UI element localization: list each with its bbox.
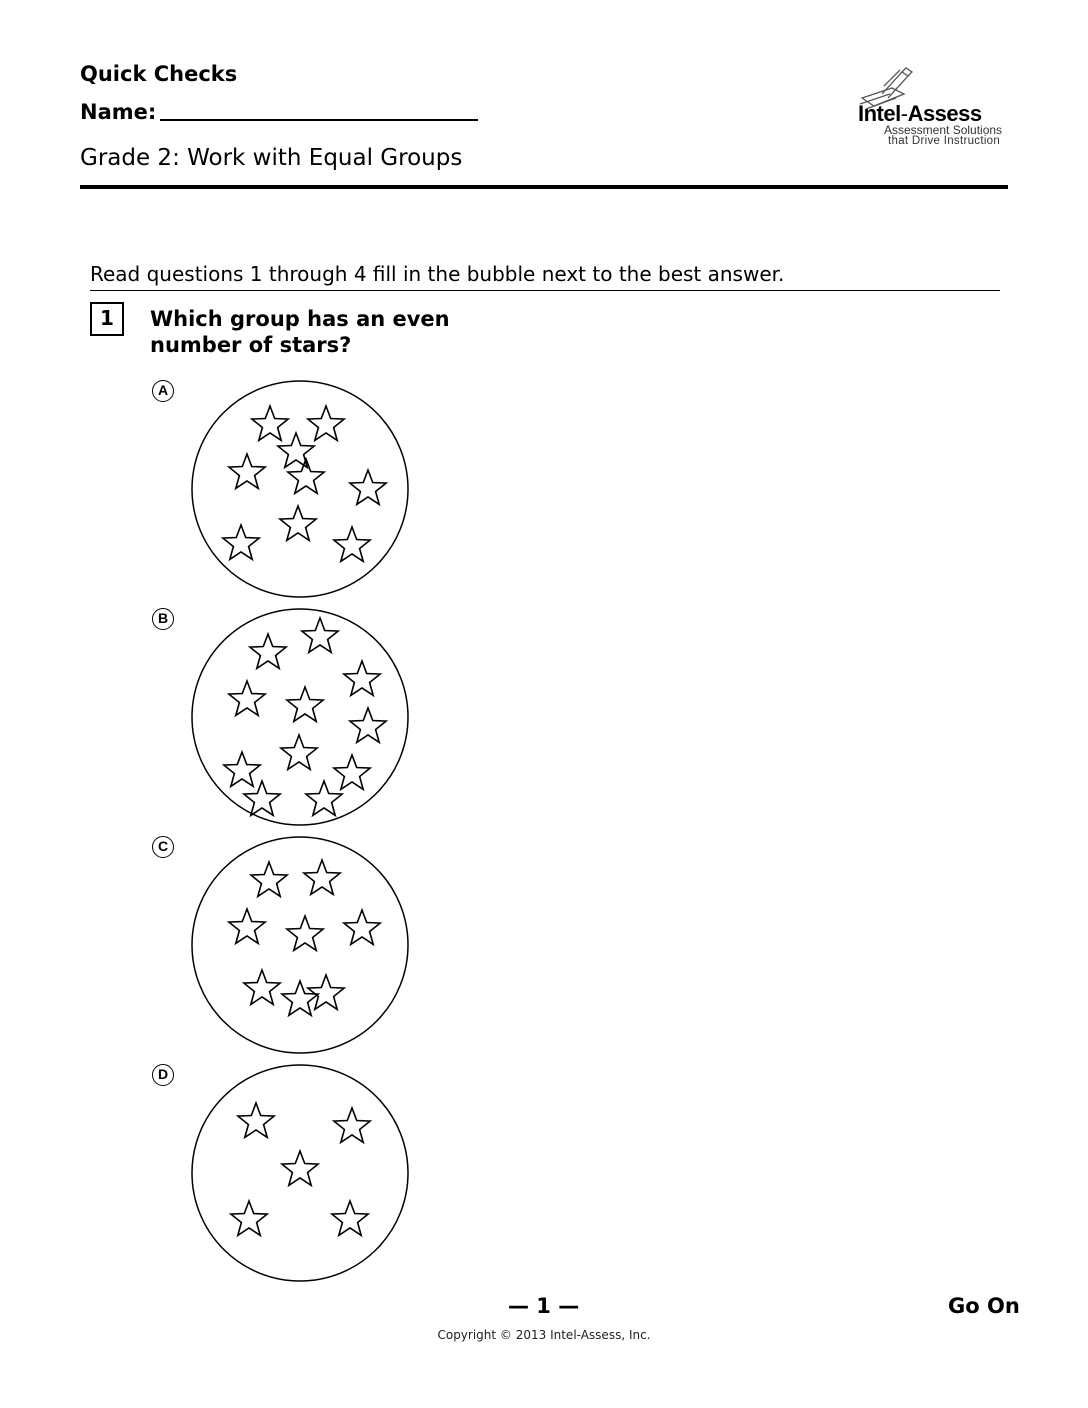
star-icon — [281, 735, 317, 769]
group-circle-c — [192, 837, 408, 1053]
star-icon — [229, 454, 265, 488]
answer-bubble-a[interactable]: A — [152, 380, 174, 402]
stars-group-c — [229, 860, 380, 1015]
question-number: 1 — [90, 302, 124, 336]
star-icon — [252, 406, 288, 440]
subject-title: Grade 2: Work with Equal Groups — [80, 145, 463, 171]
star-icon — [223, 525, 259, 559]
star-icon — [308, 406, 344, 440]
star-icon — [278, 433, 314, 467]
answer-bubble-b[interactable]: B — [152, 608, 174, 630]
star-icon — [334, 527, 370, 561]
name-label: Name: — [80, 100, 157, 124]
instructions: Read questions 1 through 4 fill in the bubble next to the best answer. — [90, 262, 785, 286]
star-icon — [304, 860, 340, 894]
star-icon — [344, 661, 380, 695]
star-icon — [224, 752, 260, 786]
stars-group-b — [224, 618, 386, 815]
star-icon — [308, 975, 344, 1009]
answer-bubble-c[interactable]: C — [152, 836, 174, 858]
star-icon — [302, 618, 338, 652]
go-on-label: Go On — [948, 1294, 1020, 1318]
stars-group-a — [223, 406, 386, 561]
star-icon — [244, 970, 280, 1004]
star-icon — [282, 1151, 318, 1185]
star-icon — [250, 634, 286, 668]
star-icon — [231, 1201, 267, 1235]
star-icon — [334, 1108, 370, 1142]
copyright: Copyright © 2013 Intel-Assess, Inc. — [437, 1328, 651, 1342]
brand-part2: Assess — [907, 101, 982, 126]
star-icon — [238, 1103, 274, 1137]
star-icon — [332, 1201, 368, 1235]
worksheet-title: Quick Checks — [80, 62, 238, 86]
question-text: Which group has an even number of stars? — [150, 307, 450, 357]
star-icon — [251, 862, 287, 896]
star-icon — [244, 781, 280, 815]
stars-group-d — [231, 1103, 370, 1235]
brand-dash: - — [900, 101, 908, 126]
group-circle-a — [192, 381, 408, 597]
answer-bubble-d[interactable]: D — [152, 1064, 174, 1086]
brand-tagline-1: Assessment Solutions — [884, 123, 1003, 137]
star-icon — [287, 687, 323, 721]
star-icon — [287, 916, 323, 950]
star-icon — [280, 506, 316, 540]
group-circle-d — [192, 1065, 408, 1281]
star-icon — [229, 681, 265, 715]
star-icon — [344, 910, 380, 944]
page-number: — 1 — — [508, 1294, 580, 1318]
star-icon — [229, 909, 265, 943]
star-icon — [350, 708, 386, 742]
star-icon — [306, 781, 342, 815]
star-icon — [282, 981, 318, 1015]
star-icon — [350, 470, 386, 504]
brand-part1: Intel — [858, 101, 901, 126]
brand-tagline-2: that Drive Instruction — [888, 135, 1001, 147]
star-icon — [334, 755, 370, 789]
